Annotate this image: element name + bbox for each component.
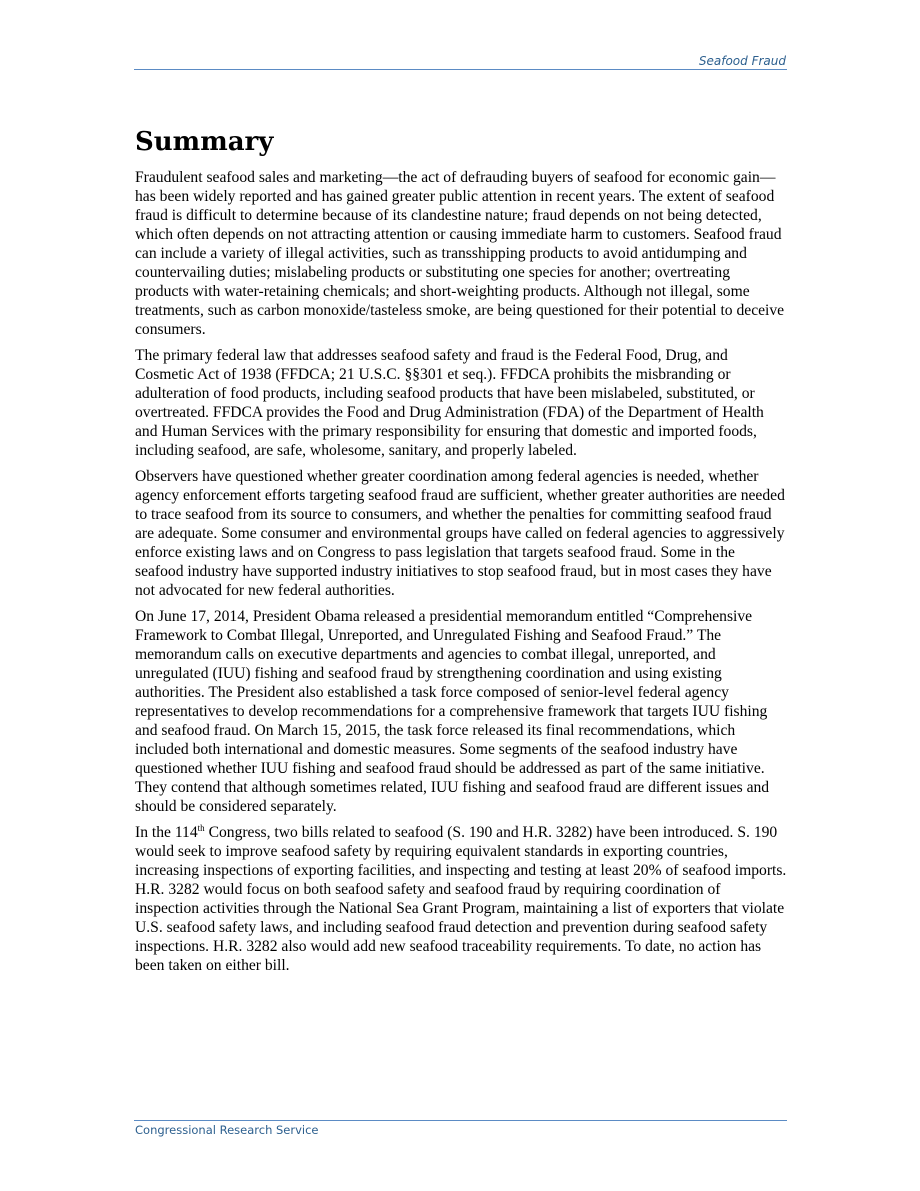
ordinal-superscript: th [197,822,205,833]
footer-divider [134,1120,787,1121]
paragraph-lead: In the 114 [135,824,198,841]
body-paragraph-congress-bills [135,823,787,975]
running-header-title: Seafood Fraud [698,54,786,68]
report-body [135,124,787,982]
header-divider [134,69,787,70]
body-paragraph: On June 17, 2014, President Obama released a presidential memorandum entitled “Comprehensive Framework to Combat Illegal, Unreported, and Unregulated Fishing and Seafood Fraud.” The memorandum calls on executive departments and agencies to combat illegal, unreported, and unregulated (IUU) fishing and seafood fraud by strengthening coordination and using existing authorities. The President also established a task force composed of senior-level federal agency representatives to develop recommendations for a comprehensive framework that targets IUU fishing and seafood fraud. On March 15, 2015, the task force released its final recommendations, which included both international and domestic measures. Some segments of the seafood industry have questioned whether IUU fishing and seafood fraud should be addressed as part of the same initiative. They contend that although sometimes related, IUU fishing and seafood fraud are different issues and should be considered separately. [135,608,770,815]
body-paragraph: The primary federal law that addresses seafood safety and fraud is the Federal Food, Drug, and Cosmetic Act of 1938 (FFDCA; 21 U.S.C. §§301 et seq.). FFDCA prohibits the misbranding or adulteration of food products, including seafood products that have been mislabeled, substituted, or overtreated. FFDCA provides the Food and Drug Administration (FDA) of the Department of Health and Human Services with the primary responsibility for ensuring that domestic and imported foods, including seafood, are safe, wholesome, sanitary, and properly labeled. [135,347,764,459]
footer-source: Congressional Research Service [135,1123,319,1137]
body-paragraph: Fraudulent seafood sales and marketing—the act of defrauding buyers of seafood for economic gain—has been widely reported and has gained greater public attention in recent years. The extent of seafood fraud is difficult to determine because of its clandestine nature; fraud depends on not being detected, which often depends on not attracting attention or causing immediate harm to customers. Seafood fraud can include a variety of illegal activities, such as transshipping products to avoid antidumping and countervailing duties; mislabeling products or substituting one species for another; overtreating products with water-retaining chemicals; and short-weighting products. Although not illegal, some treatments, such as carbon monoxide/tasteless smoke, are being questioned for their potential to deceive consumers. [135,169,785,338]
body-paragraph: Observers have questioned whether greater coordination among federal agencies is needed, whether agency enforcement efforts targeting seafood fraud are sufficient, whether greater authorities are needed to trace seafood from its source to consumers, and whether the penalties for committing seafood fraud are adequate. Some consumer and environmental groups have called on federal agencies to aggressively enforce existing laws and on Congress to pass legislation that targets seafood fraud. Some in the seafood industry have supported industry initiatives to stop seafood fraud, but in most cases they have not advocated for new federal authorities. [135,468,785,599]
paragraph-rest: Congress, two bills related to seafood (S. 190 and H.R. 3282) have been introduced. S. 190 would seek to improve seafood safety by requiring equivalent standards in exporting countries, increasing inspections of exporting facilities, and inspecting and testing at least 20% of seafood imports. H.R. 3282 would focus on both seafood safety and seafood fraud by requiring coordination of inspection activities through the National Sea Grant Program, maintaining a list of exporters that violate U.S. seafood safety laws, and including seafood fraud detection and prevention during seafood safety inspections. H.R. 3282 also would add new seafood traceability requirements. To date, no action has been taken on either bill. [135,824,787,974]
section-heading: Summary [135,127,274,157]
